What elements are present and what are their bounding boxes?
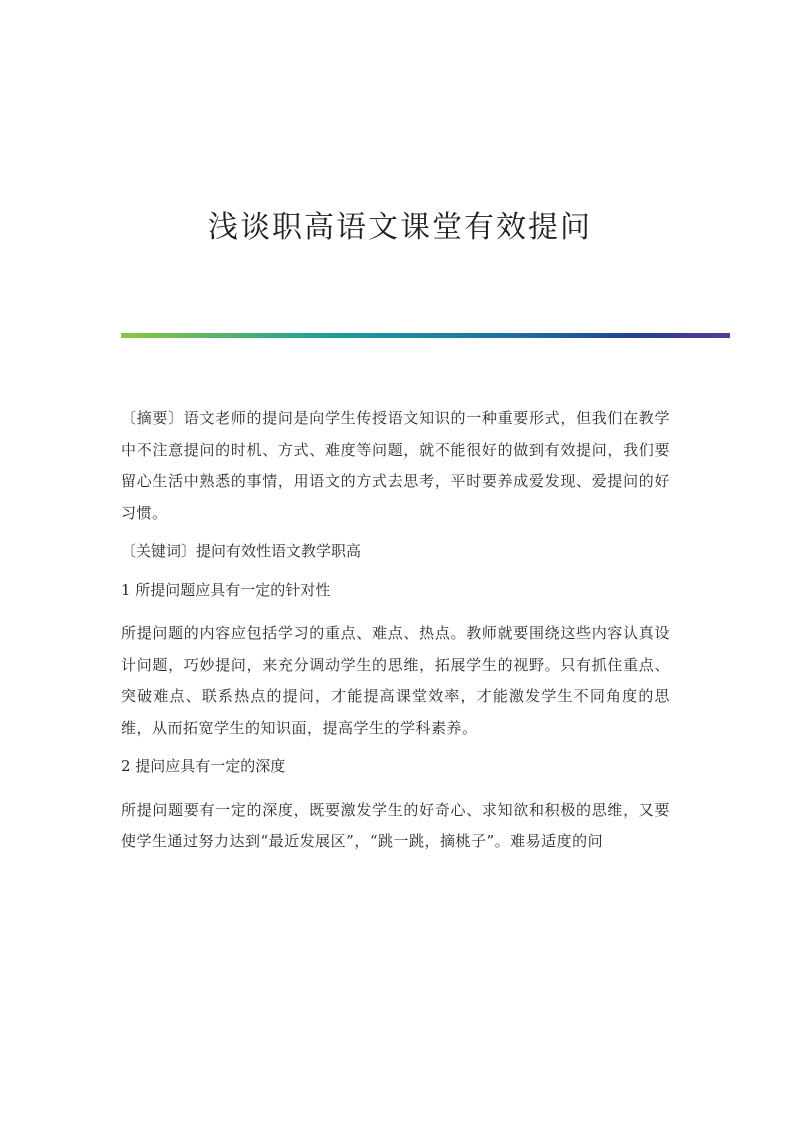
- section-paragraph-1: 所提问题的内容应包括学习的重点、难点、热点。教师就要围绕这些内容认真设计问题，巧妙提问，来充分调动学生的思维，拓展学生的视野。只有抓住重点、突破难点、联系热点的提问，才能提高课堂效率，才能激发学生不同角度的思维，从而拓宽学生的知识面，提高学生的学科素养。: [121, 624, 670, 737]
- document-title: 浅谈职高语文课堂有效提问: [208, 210, 592, 246]
- section-paragraph-2: 所提问题要有一定的深度，既要激发学生的好奇心、求知欲和积极的思维，又要使学生通过努力达到“最近发展区”，“跳一跳，摘桃子”。难易适度的问: [121, 800, 670, 850]
- abstract-paragraph: 〔摘要〕语文老师的提问是向学生传授语文知识的一种重要形式，但我们在教学中不注意提问的时机、方式、难度等问题，就不能很好的做到有效提问，我们要留心生活中熟悉的事情，用语文的方式去思考，平时要养成爱发现、爱提问的好习惯。: [121, 409, 670, 522]
- keywords-line: 〔关键词〕提问有效性语文教学职高: [121, 542, 362, 560]
- title-divider: [121, 333, 730, 338]
- section-heading-2: 2 提问应具有一定的深度: [121, 757, 286, 775]
- section-heading-1: 1 所提问题应具有一定的针对性: [121, 580, 331, 599]
- document-body: [121, 403, 670, 858]
